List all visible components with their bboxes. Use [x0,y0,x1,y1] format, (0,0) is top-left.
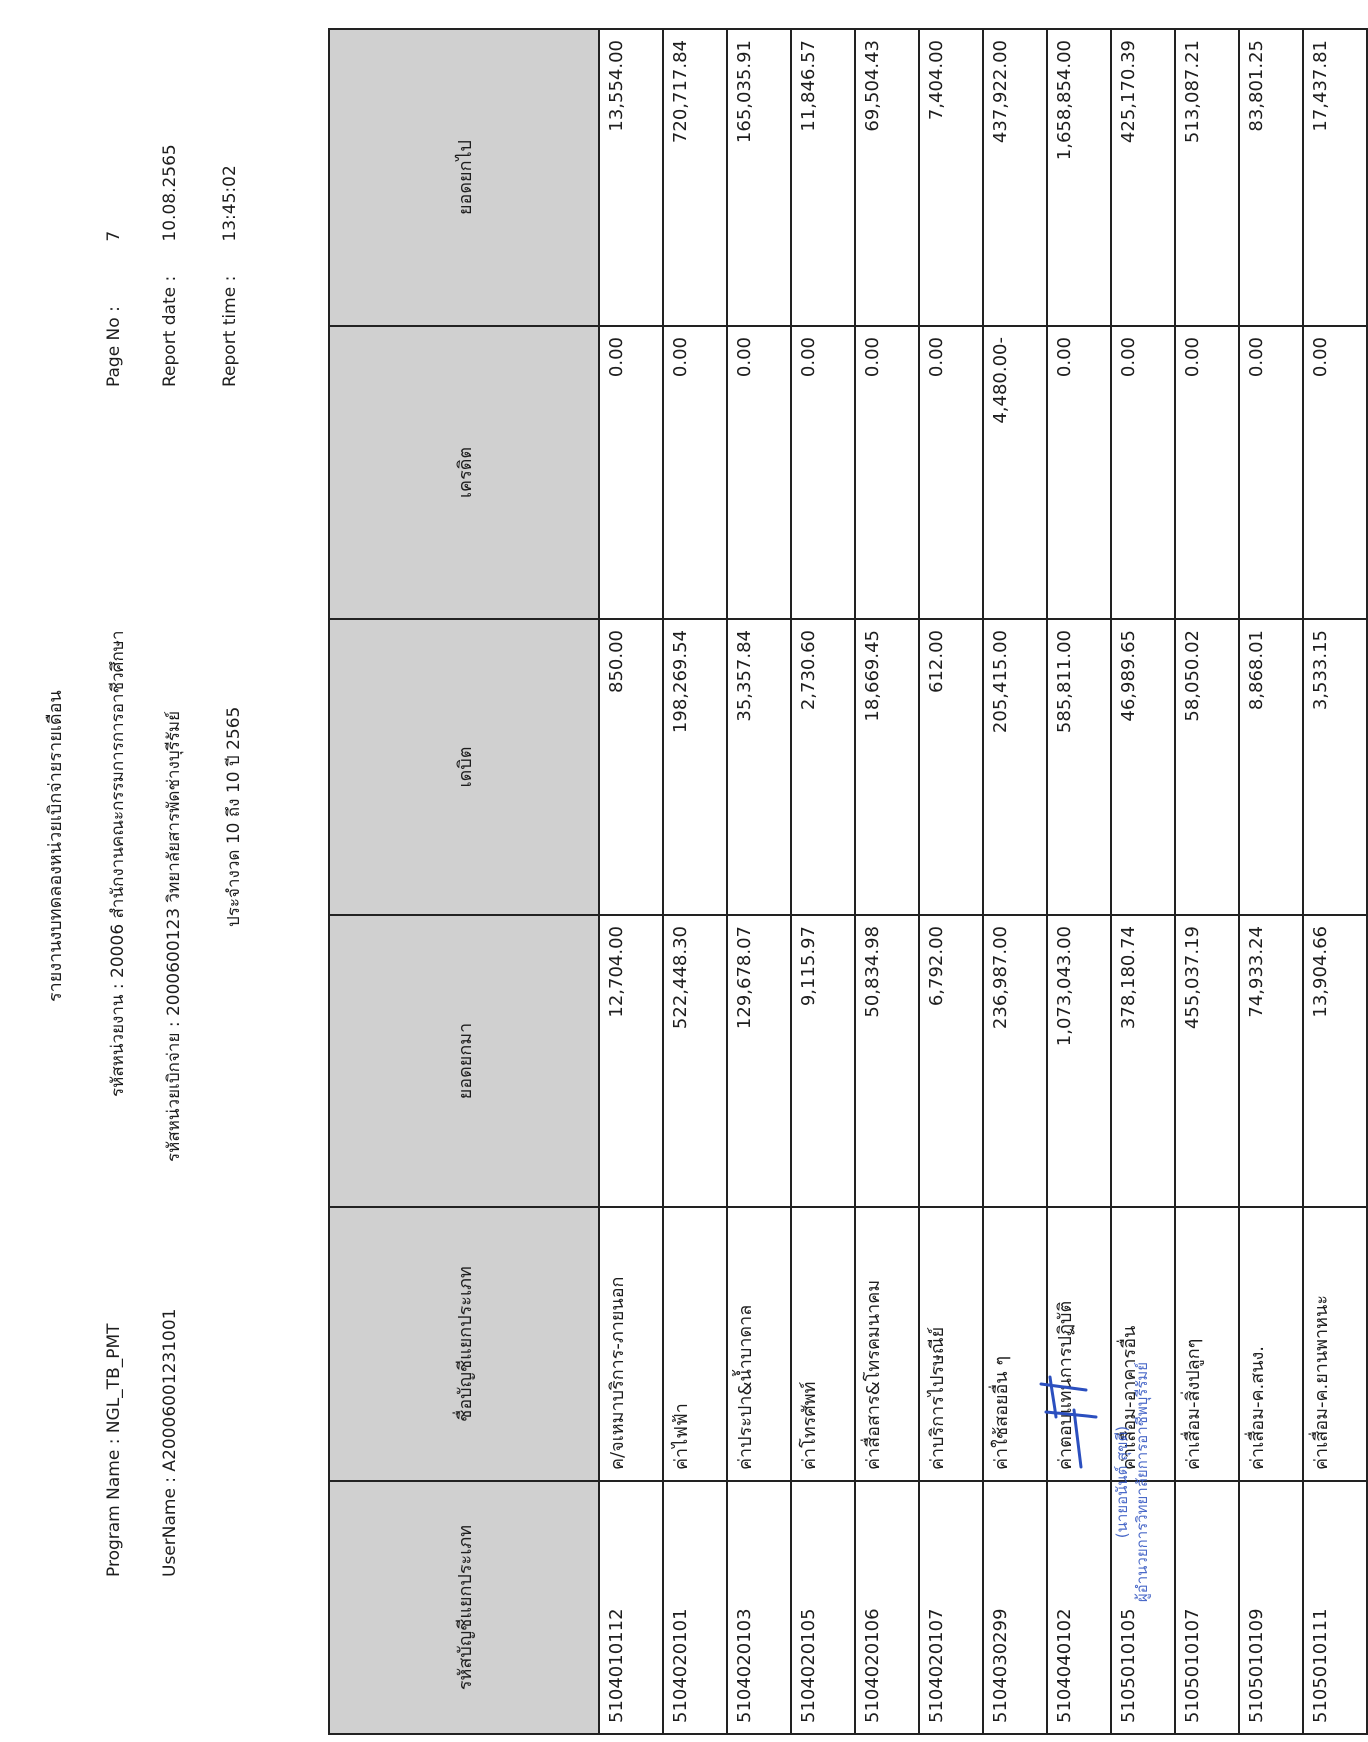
cell-debit: 8,868.01 [1239,619,1303,915]
cell-account-code: 5104040102 [1047,1481,1111,1734]
cell-account-code: 5104020101 [663,1481,727,1734]
cell-debit: 35,357.84 [727,619,791,915]
cell-account-name: ค่าเสื่อม-ค.ยานพาหนะ [1303,1207,1367,1481]
cell-carried-forward: 83,801.25 [1239,29,1303,326]
table-row [1303,29,1367,1734]
username: UserName : A20006001231001 [160,1308,180,1577]
cell-account-code: 5104020105 [791,1481,855,1734]
cell-balance-forward: 12,704.00 [599,915,663,1207]
cell-credit: 0.00 [919,326,983,619]
unit-line: รหัสหน่วยงาน : 20006 สำนักงานคณะกรรมการการอาชีวศึกษา [108,630,128,1097]
program-name: Program Name : NGL_TB_PMT [104,1323,124,1577]
cell-account-code: 5105010109 [1239,1481,1303,1734]
cell-debit: 198,269.54 [663,619,727,915]
stamp-name: (นายอนันต์ สุขดี) [1113,1425,1131,1539]
cell-account-name: ค่าโทรศัพท์ [791,1207,855,1481]
cell-account-name: ค่าเสื่อม-สิ่งปลูกๆ [1175,1207,1239,1481]
cell-carried-forward: 513,087.21 [1175,29,1239,326]
cell-credit: 4,480.00- [983,326,1047,619]
cell-debit: 18,669.45 [855,619,919,915]
cell-credit: 0.00 [1175,326,1239,619]
col-carried-forward: ยอดยกไป [329,29,599,326]
cell-account-code: 5104020106 [855,1481,919,1734]
report-title: รายงานงบทดลองหน่วยเบิกจ่ายรายเดือน [45,690,66,1002]
cell-account-code: 5104020107 [919,1481,983,1734]
cell-debit: 850.00 [599,619,663,915]
cell-credit: 0.00 [1111,326,1175,619]
cell-account-name: ค่าบริการไปรษณีย์ [919,1207,983,1481]
cell-carried-forward: 7,404.00 [919,29,983,326]
cell-account-name: ค่าเสื่อม-อาคารอื่น [1111,1207,1175,1481]
table-row [1239,29,1303,1734]
table-row [1175,29,1239,1734]
cell-debit: 205,415.00 [983,619,1047,915]
cell-credit: 0.00 [791,326,855,619]
cell-carried-forward: 13,554.00 [599,29,663,326]
cell-account-code: 5104020103 [727,1481,791,1734]
cell-balance-forward: 378,180.74 [1111,915,1175,1207]
cell-balance-forward: 9,115.97 [791,915,855,1207]
report-time-label: Report time : [220,275,240,387]
report-date-value: 10.08.2565 [160,144,180,242]
cell-account-name: ค่าประปา&น้ำบาดาล [727,1207,791,1481]
cell-debit: 3,533.15 [1303,619,1367,915]
cell-carried-forward: 437,922.00 [983,29,1047,326]
cell-balance-forward: 13,904.66 [1303,915,1367,1207]
col-credit: เครดิต [329,326,599,619]
table-row [791,29,855,1734]
table-row [1111,29,1175,1734]
cell-balance-forward: 236,987.00 [983,915,1047,1207]
cell-carried-forward: 720,717.84 [663,29,727,326]
cell-carried-forward: 165,035.91 [727,29,791,326]
cell-credit: 0.00 [1303,326,1367,619]
trial-balance-table [328,28,1368,1735]
cell-account-name: ค/จเหมาบริการ-ภายนอก [599,1207,663,1481]
table-row [919,29,983,1734]
table-header-row [329,29,599,1734]
cell-account-code: 5104030299 [983,1481,1047,1734]
page-no-label: Page No : [104,306,124,387]
col-account-name: ชื่อบัญชีแยกประเภท [329,1207,599,1481]
report-time-value: 13:45:02 [220,165,240,242]
cell-credit: 0.00 [855,326,919,619]
page-no-value: 7 [104,230,124,242]
col-account-code: รหัสบัญชีแยกประเภท [329,1481,599,1734]
cell-account-name: ค่าไฟฟ้า [663,1207,727,1481]
cell-debit: 585,811.00 [1047,619,1111,915]
report-date-label: Report date : [160,275,180,387]
report-date [160,144,180,387]
report-time [220,165,240,387]
table-row [663,29,727,1734]
table-row [599,29,663,1734]
col-balance-forward: ยอดยกมา [329,915,599,1207]
cell-account-code: 5105010105 [1111,1481,1175,1734]
cell-account-name: ค่าสื่อสาร&โทรคมนาคม [855,1207,919,1481]
cell-debit: 2,730.60 [791,619,855,915]
cell-carried-forward: 11,846.57 [791,29,855,326]
cell-credit: 0.00 [663,326,727,619]
col-debit: เดบิต [329,619,599,915]
disburse-line: รหัสหน่วยเบิกจ่าย : 2000600123 วิทยาลัยสารพัดช่างบุรีรัมย์ [164,710,184,1162]
cell-credit: 0.00 [1239,326,1303,619]
cell-balance-forward: 129,678.07 [727,915,791,1207]
cell-account-code: 5105010107 [1175,1481,1239,1734]
cell-balance-forward: 74,933.24 [1239,915,1303,1207]
cell-carried-forward: 17,437.81 [1303,29,1367,326]
cell-account-name: ค่าเสื่อม-ค.สนง. [1239,1207,1303,1481]
table-row [1047,29,1111,1734]
cell-balance-forward: 6,792.00 [919,915,983,1207]
cell-carried-forward: 69,504.43 [855,29,919,326]
cell-credit: 0.00 [599,326,663,619]
table-row [855,29,919,1734]
cell-credit: 0.00 [1047,326,1111,619]
table-row [983,29,1047,1734]
cell-debit: 612.00 [919,619,983,915]
cell-account-name: ค่าตอบแทนการปฏิบัติ [1047,1207,1111,1481]
cell-balance-forward: 1,073,043.00 [1047,915,1111,1207]
cell-balance-forward: 522,448.30 [663,915,727,1207]
cell-account-name: ค่าใช้สอยอื่น ๆ [983,1207,1047,1481]
table-row [727,29,791,1734]
cell-balance-forward: 455,037.19 [1175,915,1239,1207]
cell-account-code: 5104010112 [599,1481,663,1734]
cell-carried-forward: 1,658,854.00 [1047,29,1111,326]
period-line: ประจำงวด 10 ถึง 10 ปี 2565 [224,706,244,927]
cell-account-code: 5105010111 [1303,1481,1367,1734]
cell-credit: 0.00 [727,326,791,619]
stamp-position: ผู้อำนวยการวิทยาลัยการอาชีพบุรีรัมย์ [1133,1361,1151,1603]
page-no [104,231,124,387]
cell-balance-forward: 50,834.98 [855,915,919,1207]
cell-carried-forward: 425,170.39 [1111,29,1175,326]
cell-debit: 46,989.65 [1111,619,1175,915]
cell-debit: 58,050.02 [1175,619,1239,915]
